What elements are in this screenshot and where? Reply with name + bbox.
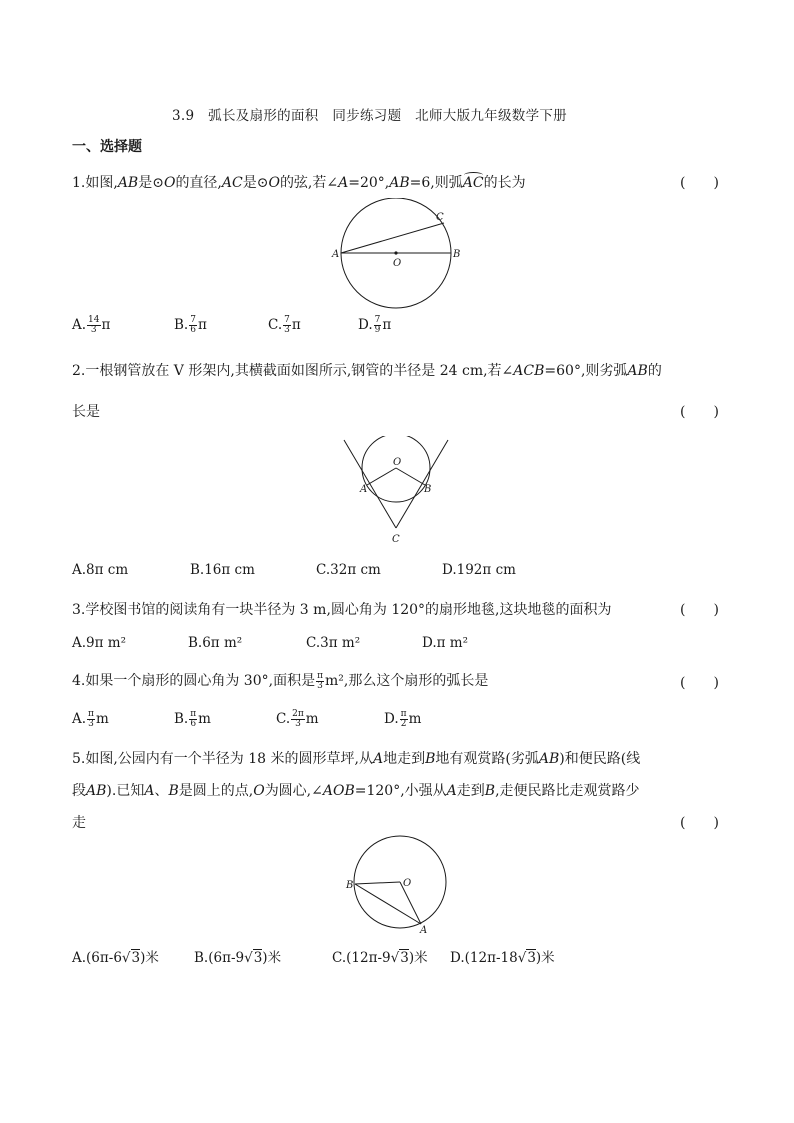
label-c: C — [436, 212, 444, 223]
figure-q2-v-frame — [340, 436, 456, 550]
q3-option-b[interactable]: B.6π m² — [188, 635, 243, 651]
q4-option-c[interactable]: C. $\frac{2\pi}{3}$ m — [276, 709, 319, 729]
q1-option-c[interactable]: C. $\frac{7}{3}$ π — [268, 315, 301, 335]
figure-q5-lawn — [342, 834, 454, 936]
section-heading: 一、选择题 — [72, 139, 142, 155]
q4-option-b[interactable]: B. $\frac{\pi}{6}$ m — [174, 709, 211, 729]
answer-blank-1: ( ) — [680, 175, 719, 191]
chord-ac — [341, 223, 444, 253]
arc-ac: AC — [462, 175, 484, 191]
answer-blank-3: ( ) — [680, 602, 719, 618]
q3-option-c[interactable]: C.3π m² — [306, 635, 361, 651]
question-5-text-line2: 段AB).已知A、B是圆上的点,O为圆心,∠AOB=120°,小强从A走到B,走便民路比走观赏路少 — [72, 783, 640, 799]
answer-blank-2: ( ) — [680, 404, 719, 420]
q5-option-d[interactable]: D.(12π-18√3)米 — [450, 950, 555, 966]
answer-blank-4: ( ) — [680, 675, 719, 691]
figure-q1-circle — [330, 198, 470, 310]
q5-option-c[interactable]: C.(12π-9√3)米 — [332, 950, 428, 966]
v-frame-right — [396, 440, 448, 528]
question-1-text: 1.如图,AB是⊙O的直径,AC是⊙O的弦,若∠A=20°,AB=6,则弧AC的长为 — [72, 175, 526, 191]
label-b: B — [453, 249, 461, 260]
question-5-text: 5.如图,公园内有一个半径为 18 米的圆形草坪,从A地走到B地有观赏路(劣弧AB)和便民路(线 — [72, 751, 641, 767]
q3-option-d[interactable]: D.π m² — [422, 635, 469, 651]
answer-blank-5: ( ) — [680, 815, 719, 831]
radius-oa — [367, 468, 396, 485]
q4-option-d[interactable]: D. $\frac{\pi}{2}$ m — [384, 709, 422, 729]
center-point — [394, 251, 397, 254]
radius-ob — [355, 882, 400, 884]
question-5-text-line3: 走 — [72, 815, 86, 831]
q2-option-b[interactable]: B.16π cm — [190, 562, 255, 578]
q1-option-a[interactable]: A. $\frac{14}{3}$ π — [72, 315, 111, 335]
label-c: C — [392, 534, 400, 545]
question-4-text: 4.如果一个扇形的圆心角为 30°,面积是 $\frac{\pi}{3}$ m²,那么这个扇形的弧长是 — [72, 670, 489, 691]
page-title: 3.9 弧长及扇形的面积 同步练习题 北师大版九年级数学下册 — [172, 108, 567, 124]
v-frame-left — [344, 440, 396, 528]
label-o: O — [403, 878, 412, 889]
question-2-text: 2.一根钢管放在 V 形架内,其横截面如图所示,钢管的半径是 24 cm,若∠ACB=60°,则劣弧AB的 — [72, 363, 662, 379]
q3-option-a[interactable]: A.9π m² — [72, 635, 127, 651]
q2-option-d[interactable]: D.192π cm — [442, 562, 516, 578]
q5-option-a[interactable]: A.(6π-6√3)米 — [72, 950, 159, 966]
label-o: O — [393, 258, 402, 269]
question-3-text: 3.学校图书馆的阅读角有一块半径为 3 m,圆心角为 120°的扇形地毯,这块地毯的面积为 — [72, 602, 612, 618]
label-b: B — [424, 484, 432, 495]
pipe-circle — [362, 436, 430, 502]
q1-option-d[interactable]: D. $\frac{7}{9}$ π — [358, 315, 392, 335]
label-o: O — [393, 457, 402, 468]
label-a: A — [360, 484, 368, 495]
q2-option-c[interactable]: C.32π cm — [316, 562, 381, 578]
q2-option-a[interactable]: A.8π cm — [72, 562, 129, 578]
q1-option-b[interactable]: B. $\frac{7}{6}$ π — [174, 315, 207, 335]
label-b: B — [346, 880, 354, 891]
question-2-text-line2: 长是 — [72, 404, 100, 420]
q5-option-b[interactable]: B.(6π-9√3)米 — [194, 950, 282, 966]
radius-ob — [396, 468, 425, 485]
q4-option-a[interactable]: A. $\frac{\pi}{3}$ m — [72, 709, 109, 729]
label-a: A — [332, 249, 340, 260]
label-a: A — [420, 925, 428, 936]
